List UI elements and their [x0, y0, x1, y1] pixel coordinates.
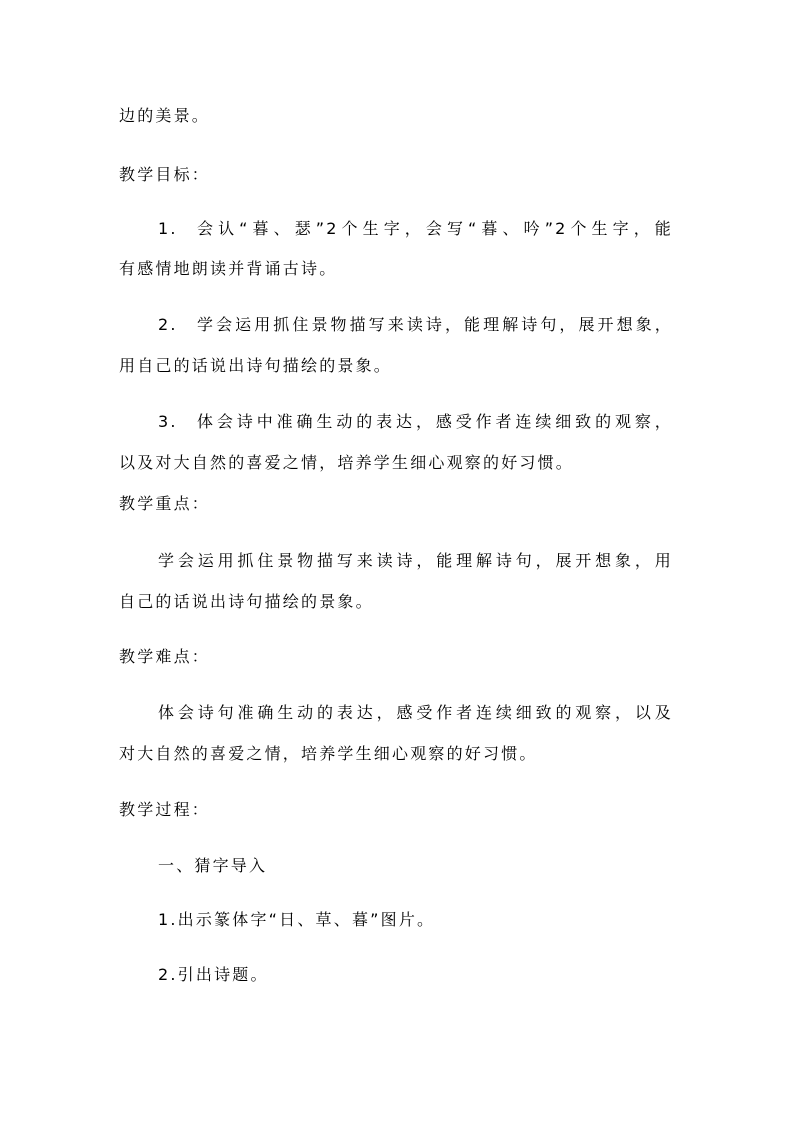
step-1: 1.出示篆体字“日、草、暮”图片。	[158, 910, 436, 929]
teaching-difficulty-heading: 教学难点：	[119, 647, 211, 666]
goal-1-line-1: 会认“暮、瑟”2个生字，会写“暮、吟”2个生字，能	[197, 219, 673, 238]
teaching-difficulty-line-2: 对大自然的喜爱之情，培养学生细心观察的好习惯。	[119, 744, 538, 763]
continuation-text: 边的美景。	[119, 106, 211, 125]
goal-2-line-1: 学会运用抓住景物描写来读诗，能理解诗句，展开想象，	[197, 315, 673, 334]
teaching-key-line-1: 学会运用抓住景物描写来读诗，能理解诗句，展开想象，用	[158, 551, 673, 570]
teaching-process-heading: 教学过程：	[119, 800, 211, 819]
step-2: 2.引出诗题。	[158, 965, 269, 984]
teaching-difficulty-line-1: 体会诗句准确生动的表达，感受作者连续细致的观察，以及	[158, 703, 673, 722]
goal-1-line-2: 有感情地朗读并背诵古诗。	[119, 259, 338, 278]
teaching-key-line-2: 自己的话说出诗句描绘的景象。	[119, 592, 374, 611]
goal-2-line-2: 用自己的话说出诗句描绘的景象。	[119, 356, 393, 375]
goal-3-number: 3.	[158, 412, 178, 431]
goal-1-number: 1.	[158, 219, 178, 238]
goal-2-number: 2.	[158, 315, 178, 334]
goal-3-line-2: 以及对大自然的喜爱之情，培养学生细心观察的好习惯。	[119, 453, 575, 472]
section-1-title: 一、猜字导入	[158, 856, 268, 875]
teaching-goals-heading: 教学目标：	[119, 165, 211, 184]
goal-3-line-1: 体会诗中准确生动的表达，感受作者连续细致的观察，	[197, 412, 673, 431]
teaching-key-heading: 教学重点：	[119, 494, 211, 513]
